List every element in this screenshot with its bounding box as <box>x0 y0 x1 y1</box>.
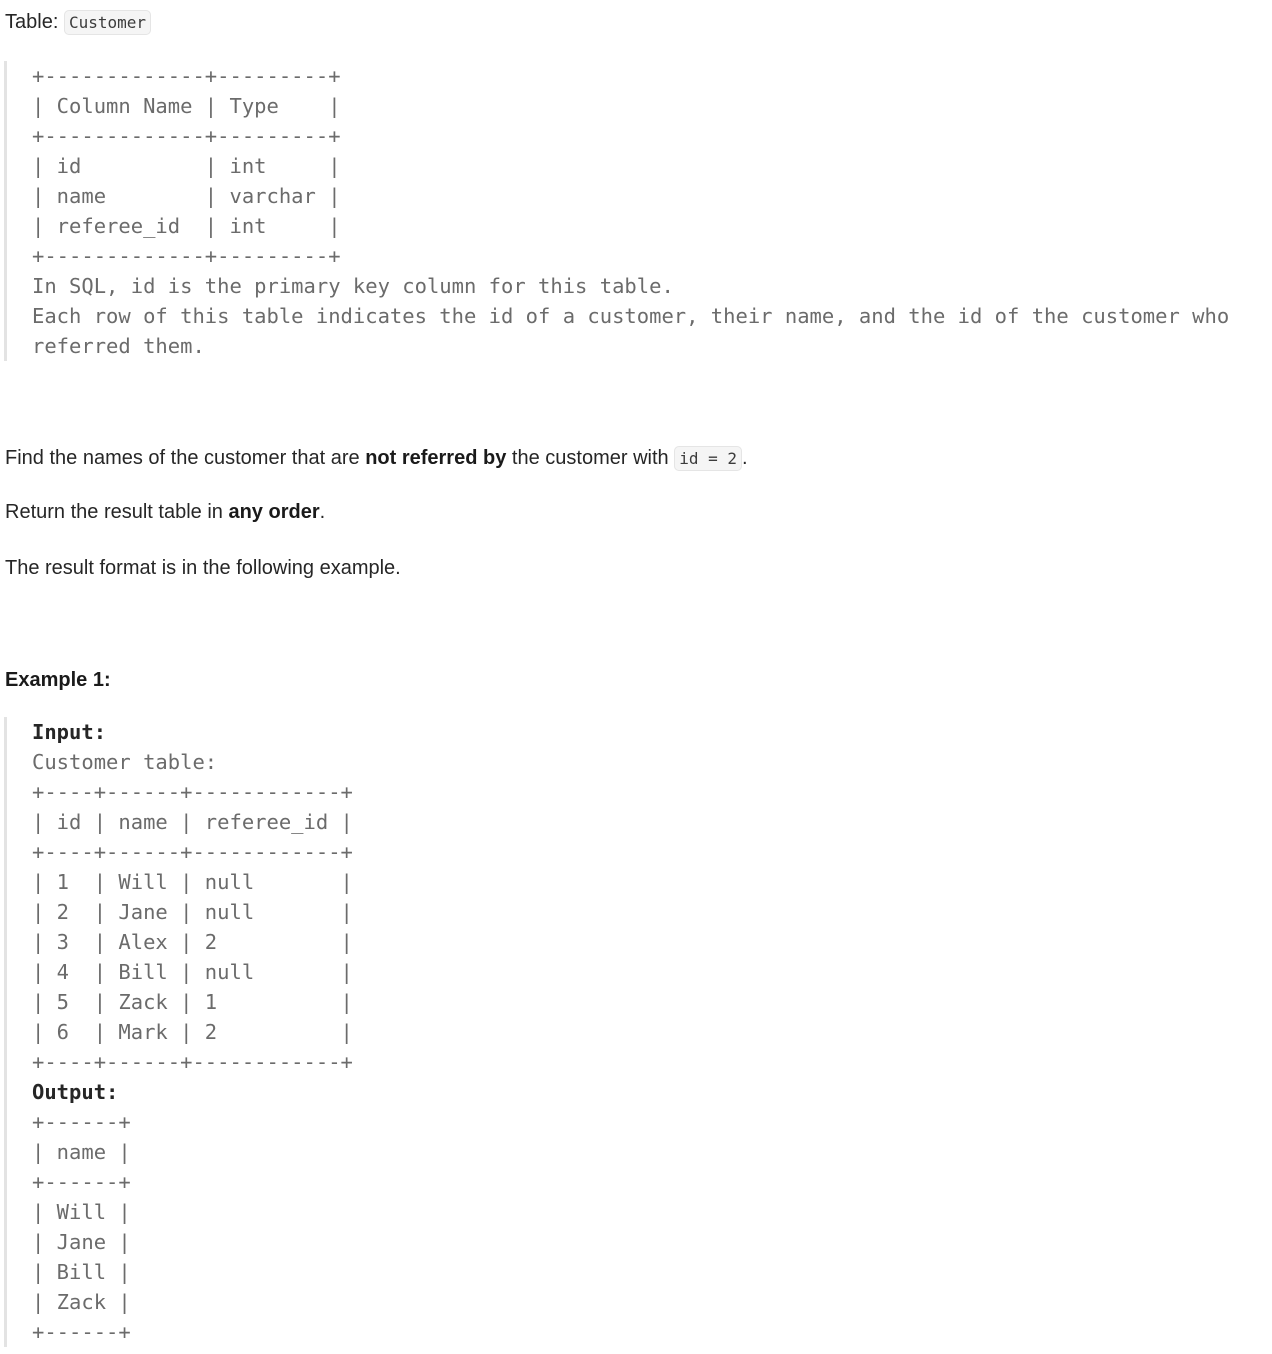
example-title-text: Example 1: <box>5 669 111 691</box>
table-label: Table: <box>5 11 59 33</box>
format-statement: The result format is in the following example. <box>5 557 401 579</box>
text: Find the names of the customer that are <box>5 447 366 469</box>
example-blockquote <box>4 717 1268 1347</box>
table-name-code: Customer <box>64 10 151 35</box>
problem-statement <box>5 444 748 473</box>
example-pre <box>32 717 1262 1347</box>
text: . <box>319 501 326 523</box>
schema-pre: +-------------+---------+ | Column Name | Type | +-------------+---------+ | id | int | | name | varchar | | referee_id | int | +-------------+---------+ In SQL, id is the primary key column for this table. Each row of this table indicates the id of a customer, their name, and the id of the customer who referred them. <box>32 64 1230 358</box>
output-label: Output: <box>32 1080 119 1104</box>
input-label: Input: <box>32 720 107 744</box>
order-statement <box>5 498 325 526</box>
schema-blockquote <box>4 61 1268 361</box>
text: the customer with <box>506 447 675 469</box>
bold-text: any order <box>228 501 320 523</box>
output-text: +------+ | name | +------+ | Will | | Jane | | Bill | | Zack | +------+ <box>32 1110 131 1344</box>
text: . <box>741 447 748 469</box>
input-text: Customer table: +----+------+------------+ | id | name | referee_id | +----+------+------------+ | 1 | Will | null | | 2 | Jane | null | | 3 | Alex | 2 | | 4 | Bill | null | | 5 | Zack | 1 | | 6 | Mark | 2 | +----+------+------------+ <box>32 750 353 1074</box>
table-intro <box>5 8 151 37</box>
bold-text: not referred by <box>365 447 507 469</box>
text: Return the result table in <box>5 501 229 523</box>
inline-code: id = 2 <box>674 446 742 471</box>
example-title <box>5 666 111 694</box>
